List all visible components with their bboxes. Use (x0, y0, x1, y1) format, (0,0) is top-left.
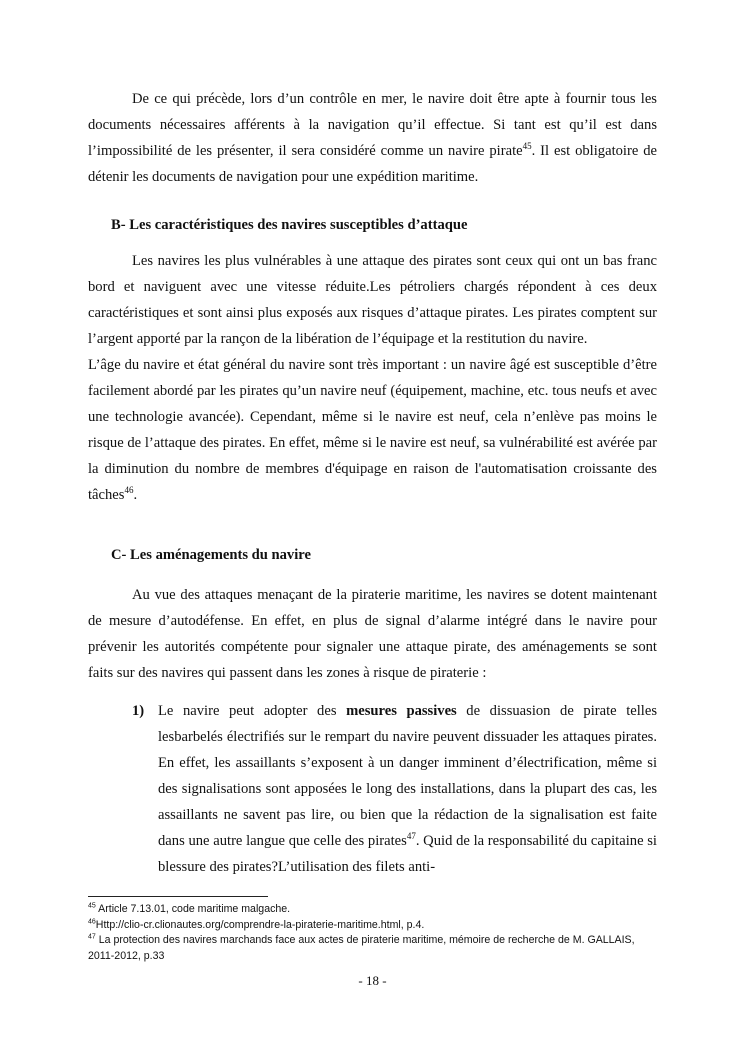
paragraph-1-end: . Il est obligatoire de détenir les documents de navigation pour une expédition maritime. (88, 143, 657, 185)
list-number: 1) (132, 703, 145, 719)
list-item (88, 698, 657, 880)
paragraph-1-text: De ce qui précède, lors d’un contrôle en mer, le navire doit être apte à fournir tous les documents nécessaires afférents à la navigation qu’il effectue. Si tant est qu’il est dans l’impossibilité de les présenter, il sera considéré comme un navire pirate (88, 91, 657, 159)
list-text-after: de dissuasion de pirate telles lesbarbelés électrifiés sur le rempart du navire peuvent dissuader les attaques pirates. En effet, les assaillants s’exposent à un danger imminent d’électrification, même si des signalisations sont apposées le long des installations, dans la plupart des cas, les assaillants ne savent pas lire, ou bien que la rédaction de la signalisation est faite dans une autre langue que celle des pirates (158, 703, 657, 849)
paragraph-3-text: L’âge du navire et état général du navire sont très important : un navire âgé est susceptible d’être facilement abordé par les pirates qu’un navire neuf (équipement, machine, etc. tous neufs et avec une technologie avancée). Cependant, même si le navire est neuf, cela n’enlève pas moins le risque de l’attaque des pirates. En effet, même si le navire est neuf, sa vulnérabilité est avérée par la diminution du nombre de membres d'équipage en raison de l'automatisation croissante des tâches (88, 357, 657, 503)
paragraph-1 (88, 86, 657, 190)
paragraph-3-end: . (133, 487, 138, 503)
body-text (88, 86, 657, 880)
footnote-ref-45: 45 (522, 141, 532, 152)
footnotes (88, 902, 658, 964)
heading-b: B- Les caractéristiques des navires susceptibles d’attaque (111, 217, 468, 233)
footnote-text: Http://clio-cr.clionautes.org/comprendre-la-piraterie-maritime.html, p.4. (95, 918, 425, 931)
heading-c: C- Les aménagements du navire (111, 547, 311, 563)
page-number: - 18 - (358, 973, 387, 988)
list-text-before: Le navire peut adopter des (158, 703, 347, 719)
footnote-divider (88, 896, 268, 897)
footnote-number: 45 (88, 902, 96, 910)
footnote (88, 902, 658, 918)
footnote-text: Article 7.13.01, code maritime malgache. (95, 903, 291, 915)
footnote-ref-47: 47 (406, 831, 416, 842)
footnote-text: La protection des navires marchands face aux actes de piraterie maritime, mémoire de recherche de M. GALLAIS, 2011-2012, p.33 (88, 934, 635, 962)
footnote-number: 47 (88, 933, 96, 941)
list-text-bold: mesures passives (346, 703, 457, 719)
footnote (88, 918, 658, 934)
footnote-ref-46: 46 (124, 485, 134, 496)
paragraph-2: Les navires les plus vulnérables à une attaque des pirates sont ceux qui ont un bas franc bord et naviguent avec une vitesse réduite.Les pétroliers chargés répondent à ces deux caractéristiques et sont ainsi plus exposés aux risques d’attaque pirates. Les pirates comptent sur l’argent apporté par la rançon de la libération de l’équipage et la restitution du navire. (88, 253, 657, 347)
footnote-number: 46 (88, 917, 96, 925)
paragraph-4: Au vue des attaques menaçant de la piraterie maritime, les navires se dotent maintenant de mesure d’autodéfense. En effet, en plus de signal d’alarme intégré dans le navire pour prévenir les autorités compétente pour signaler une attaque pirate, des aménagements se sont faits sur des navires qui passent dans les zones à risque de piraterie : (88, 587, 657, 681)
paragraph-3 (88, 352, 657, 508)
footnote (88, 933, 658, 964)
list-text-end: . Quid de la responsabilité du capitaine si blessure des pirates?L’utilisation des filets anti- (158, 833, 657, 875)
